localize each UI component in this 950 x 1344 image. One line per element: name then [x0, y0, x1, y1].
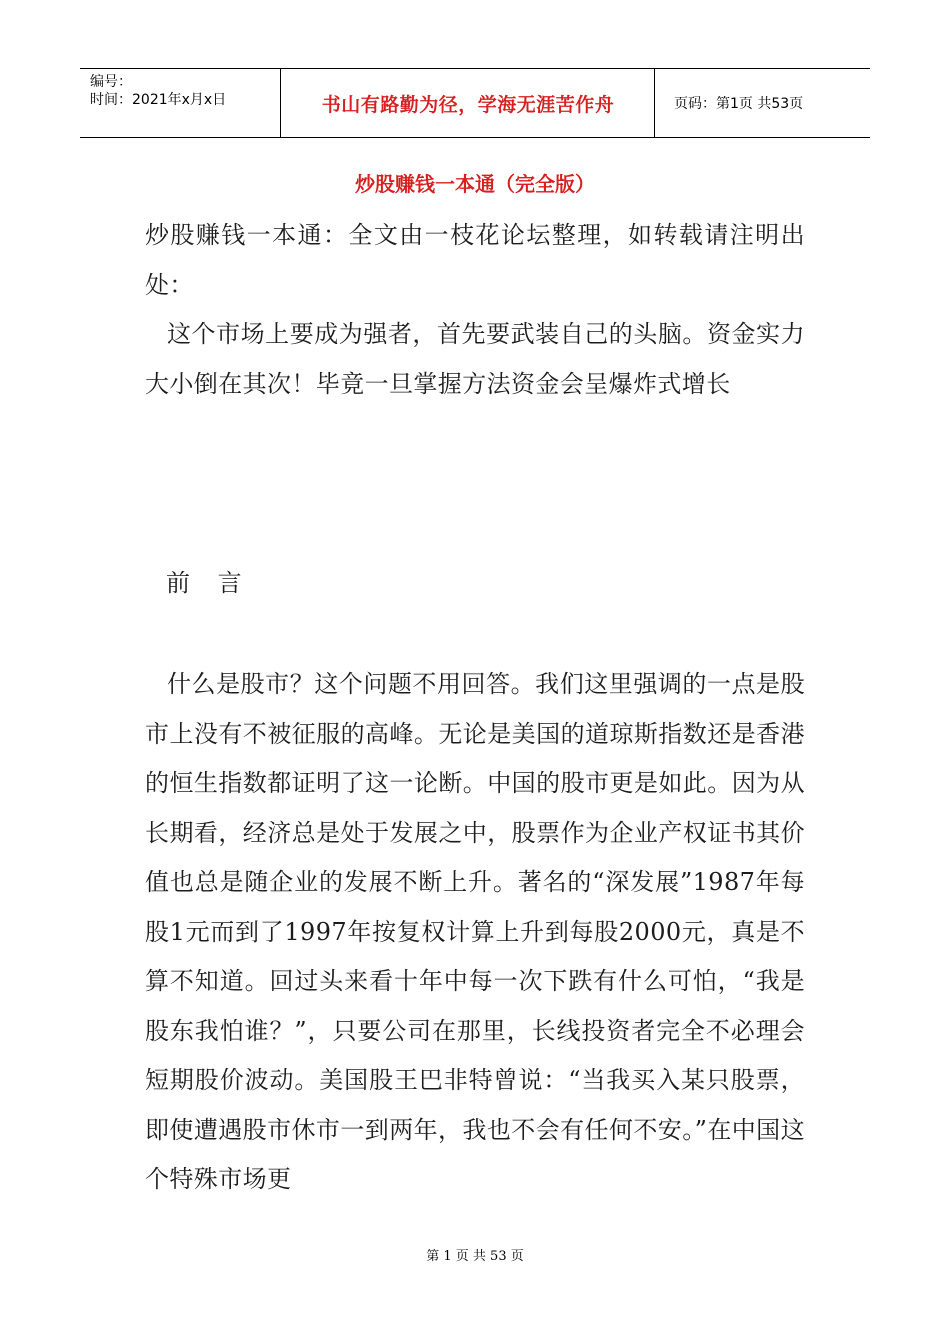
lead-paragraph: 这个市场上要成为强者，首先要武装自己的头脑。资金实力大小倒在其次！毕竟一旦掌握方法资金会呈爆炸式增长: [145, 320, 805, 398]
preface-paragraph: 什么是股市？这个问题不用回答。我们这里强调的一点是股市上没有不被征服的高峰。无论是美国的道琼斯指数还是香港的恒生指数都证明了这一论断。中国的股市更是如此。因为从长期看，经济总是处于发展之中，股票作为企业产权证书其价值也总是随企业的发展不断上升。著名的“深发展”1987年每股1元而到了1997年按复权计算上升到每股2000元，真是不算不知道。回过头来看十年中每一次下跌有什么可怕，“我是股东我怕谁？”，只要公司在那里，长线投资者完全不必理会短期股价波动。美国股王巴非特曾说：“当我买入某只股票，即使遭遇股市休市一到两年，我也不会有任何不安。”在中国这个特殊市场更: [145, 670, 805, 1193]
number-label: 编号：: [90, 74, 132, 90]
intro-paragraph: 炒股赚钱一本通：全文由一枝花论坛整理，如转载请注明出处：: [145, 221, 805, 299]
page-info-text: 页码：第1页 共53页: [674, 96, 804, 112]
page-footer: 第 1 页 共 53 页: [426, 1249, 524, 1264]
header-motto: 书山有路勤为径，学海无涯苦作舟: [321, 93, 615, 116]
date-label: 时间：2021年x月x日: [90, 92, 227, 108]
preface-heading: 前 言: [166, 569, 252, 597]
document-header: [80, 68, 870, 138]
header-divider: [654, 69, 655, 137]
document-title: 炒股赚钱一本通（完全版）: [355, 172, 595, 196]
header-divider: [280, 69, 281, 137]
header-meta: [80, 69, 280, 137]
header-page-info: [664, 69, 870, 137]
